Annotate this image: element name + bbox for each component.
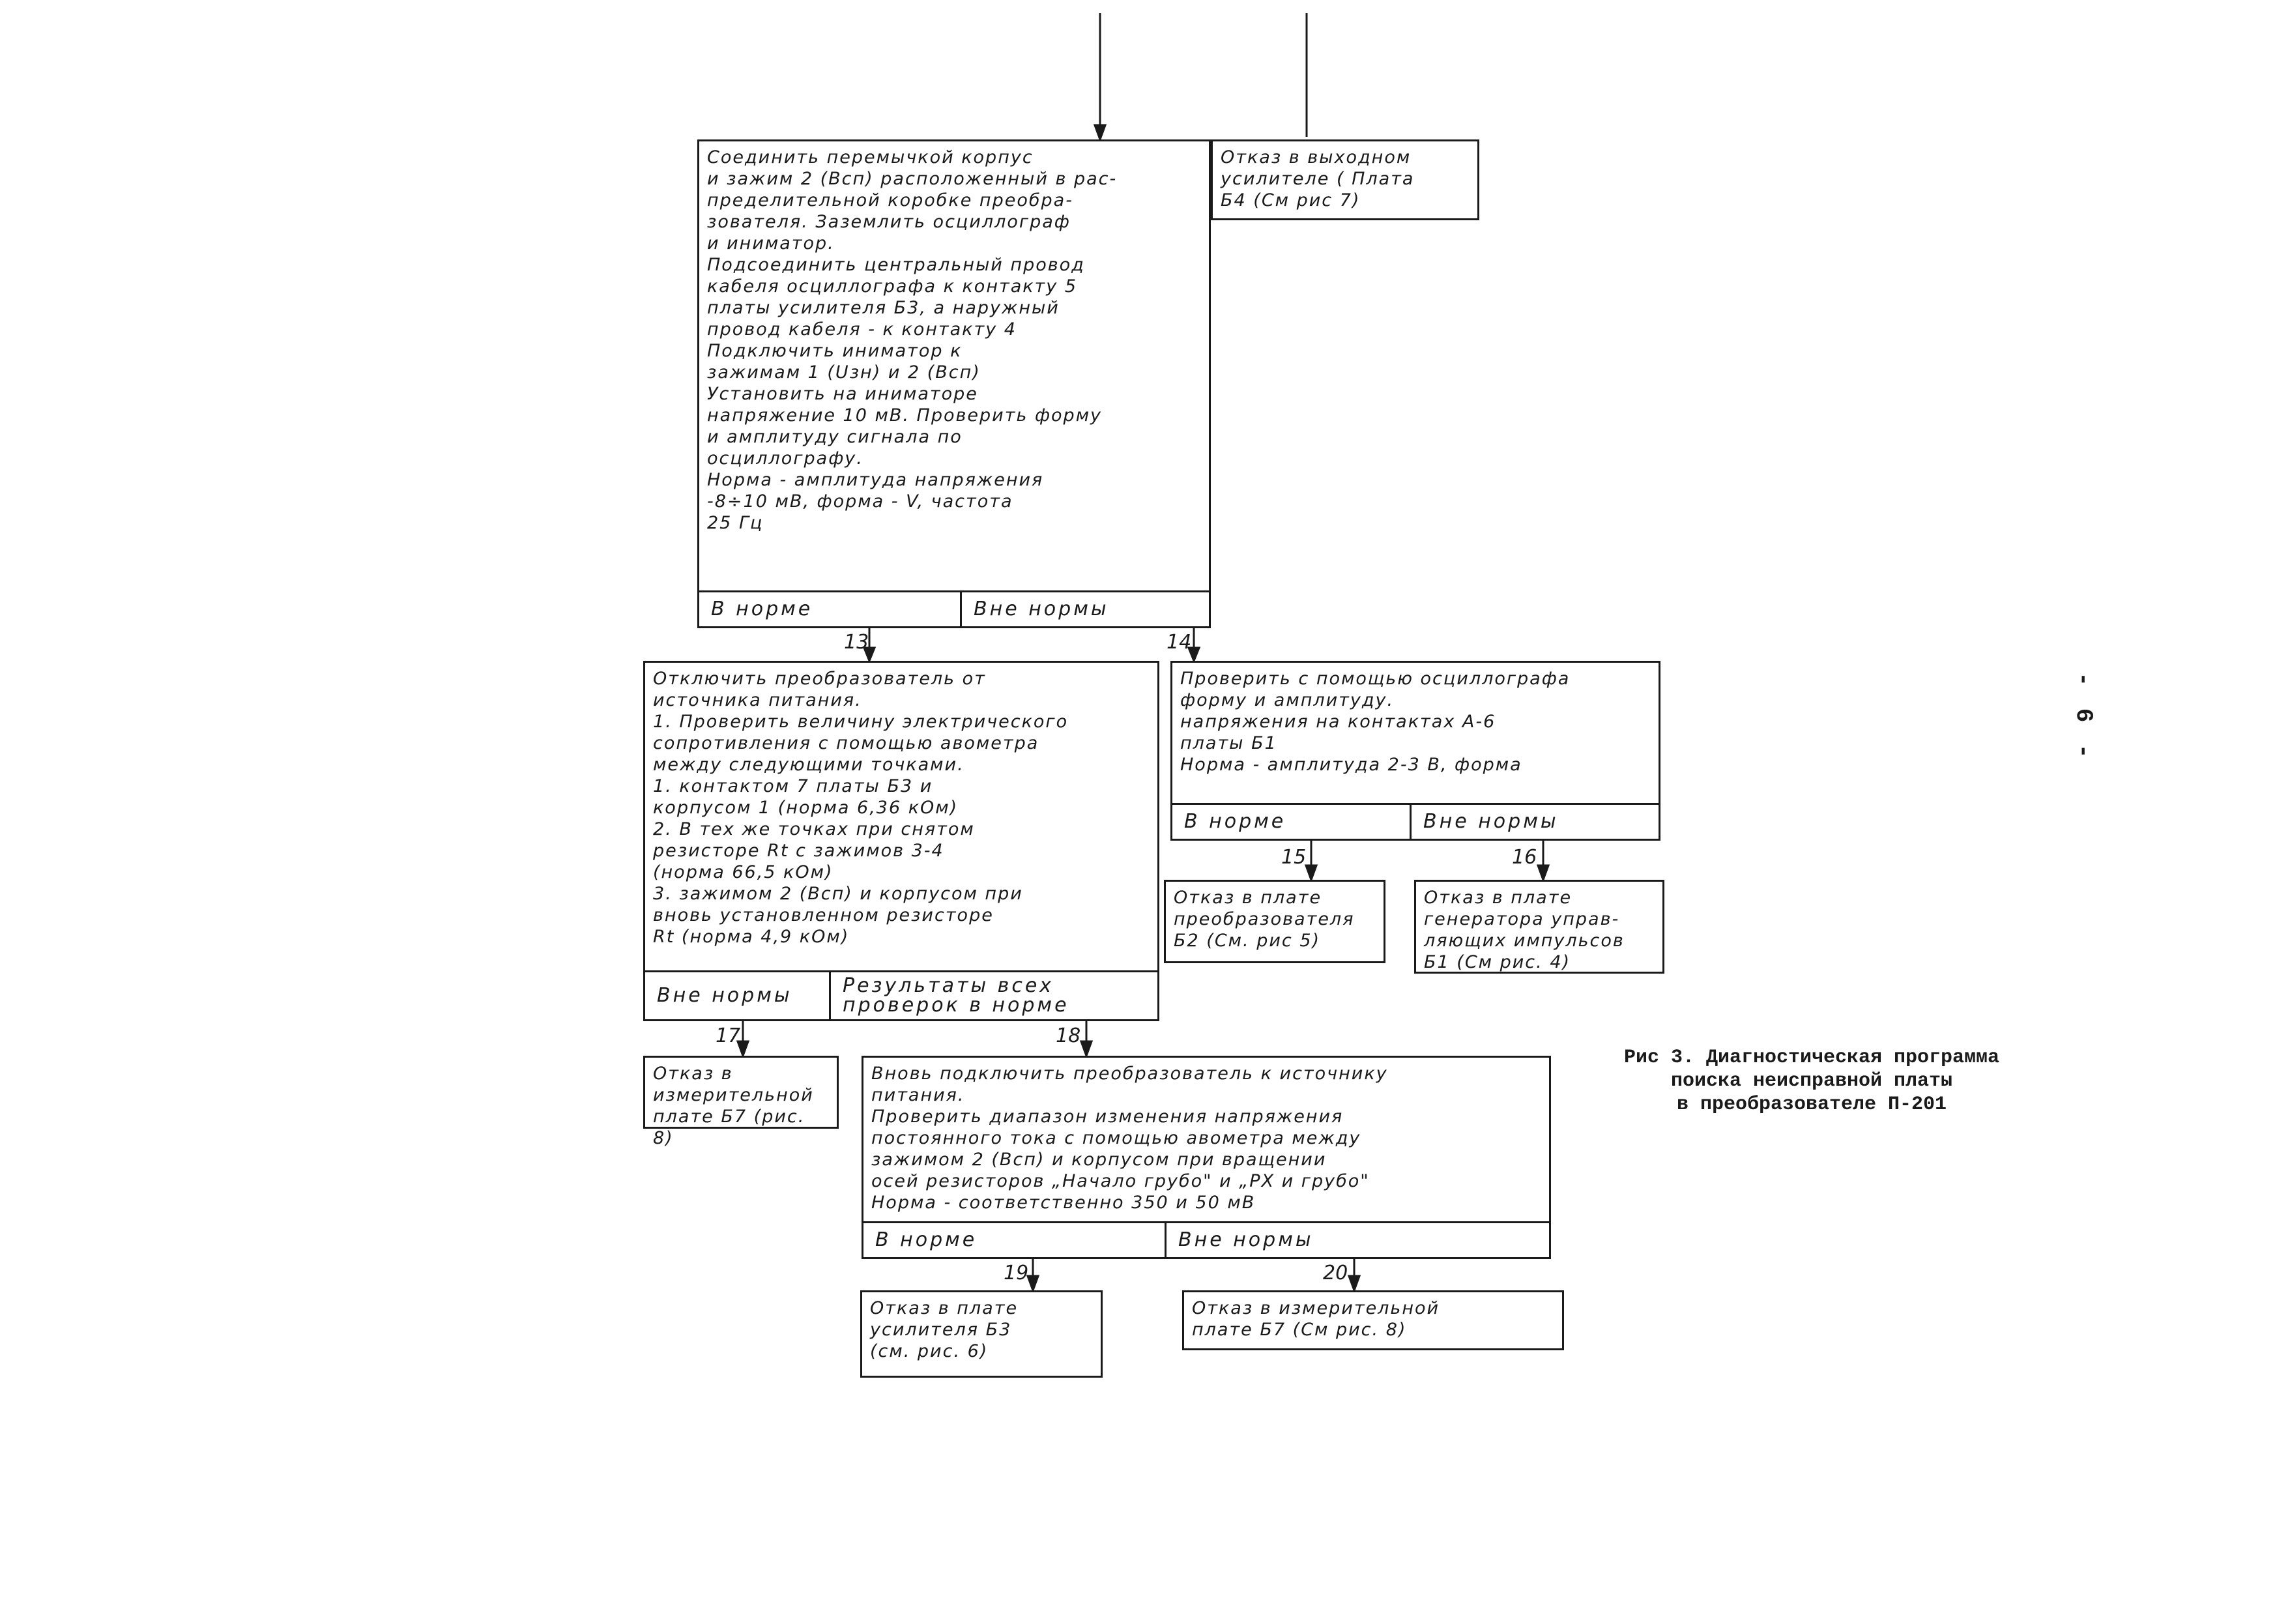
number-18: 18 (1056, 1024, 1081, 1047)
box-top-main-text: Соединить перемычкой корпус и зажим 2 (Всп) расположенный в рас- пределительной коробке преобра- зователя. Заземлить осциллограф и иниматор. Подсоединить центральный провод кабеля осциллографа к контакту 5 платы усилителя Б3, а наружный провод кабеля - к контакту 4 Подключить иниматор к зажимам 1 (Uзн) и 2 (Всп) Установить на иниматоре напряжение 10 мВ. Проверить форму и амплитуду сигнала по осциллографу. Норма - амплитуда напряжения -8÷10 мВ, форма - V, частота 25 Гц (707, 147, 1118, 533)
box-mid-left (643, 661, 1159, 1021)
box-18-text: Вновь подключить преобразователь к источнику питания. Проверить диапазон изменения напряжения постоянного тока с помощью авометра между зажимом 2 (Всп) и корпусом при вращении осей резисторов „Начало грубо" и „РХ и грубо" Норма - соответственно 350 и 50 мВ (871, 1064, 1388, 1213)
box-18-in-norm: В норме (875, 1228, 978, 1251)
page-number: - 6 - (2070, 672, 2097, 762)
box-16 (1414, 880, 1664, 974)
box-top-main (697, 139, 1211, 628)
box-17 (643, 1056, 839, 1148)
number-17: 17 (716, 1024, 741, 1047)
number-16: 16 (1512, 846, 1537, 869)
box-18 (862, 1056, 1551, 1259)
number-19: 19 (1004, 1262, 1029, 1284)
number-14: 14 (1167, 631, 1192, 654)
box-mid-right-text: Проверить с помощью осциллографа форму и амплитуду. напряжения на контактах А-6 платы Б1 Норма - амплитуда 2-3 В, форма (1180, 669, 1571, 775)
box-17-text: Отказ в измерительной плате Б7 (рис. 8) (653, 1064, 814, 1148)
box-19-text: Отказ в плате усилителя Б3 (см. рис. 6) (870, 1298, 1019, 1361)
top-main-in-norm: В норме (711, 598, 813, 620)
top-main-out-norm: Вне нормы (960, 592, 1209, 626)
box-mid-right (1170, 661, 1660, 841)
mid-left-all-norm: Результаты всех проверок в норме (829, 972, 1157, 1019)
box-20-text: Отказ в измерительной плате Б7 (См рис. 8) (1192, 1298, 1440, 1340)
box-15 (1164, 880, 1385, 963)
number-20: 20 (1323, 1262, 1348, 1284)
box-mid-left-text: Отключить преобразователь от источника питания. 1. Проверить величину электрического сопротивления с помощью авометра между следующими точками. 1. контактом 7 платы Б3 и корпусом 1 (норма 6,36 кОм) 2. В тех же точках при снятом резисторе Rt с зажимов 3-4 (норма 66,5 кОм) 3. зажимом 2 (Всп) и корпусом при вновь установленном резисторе Rt (норма 4,9 кОм) (653, 669, 1069, 947)
mid-right-in-norm: В норме (1184, 810, 1286, 833)
number-13: 13 (844, 631, 869, 654)
figure-caption: Рис 3. Диагностическая программа поиска неисправной платы в преобразователе П-201 (1623, 1047, 2000, 1116)
box-16-text: Отказ в плате генератора управ- ляющих импульсов Б1 (См рис. 4) (1424, 888, 1625, 972)
box-20 (1182, 1290, 1564, 1350)
number-15: 15 (1281, 846, 1307, 869)
box-15-text: Отказ в плате преобразователя Б2 (См. рис 5) (1174, 888, 1355, 951)
box-19 (860, 1290, 1103, 1378)
box-top-right (1211, 139, 1479, 220)
mid-left-out-norm: Вне нормы (657, 984, 792, 1007)
box-top-right-text: Отказ в выходном усилителе ( Плата Б4 (См рис 7) (1221, 147, 1415, 210)
mid-right-out-norm: Вне нормы (1410, 805, 1659, 839)
box-18-out-norm: Вне нормы (1165, 1223, 1549, 1257)
